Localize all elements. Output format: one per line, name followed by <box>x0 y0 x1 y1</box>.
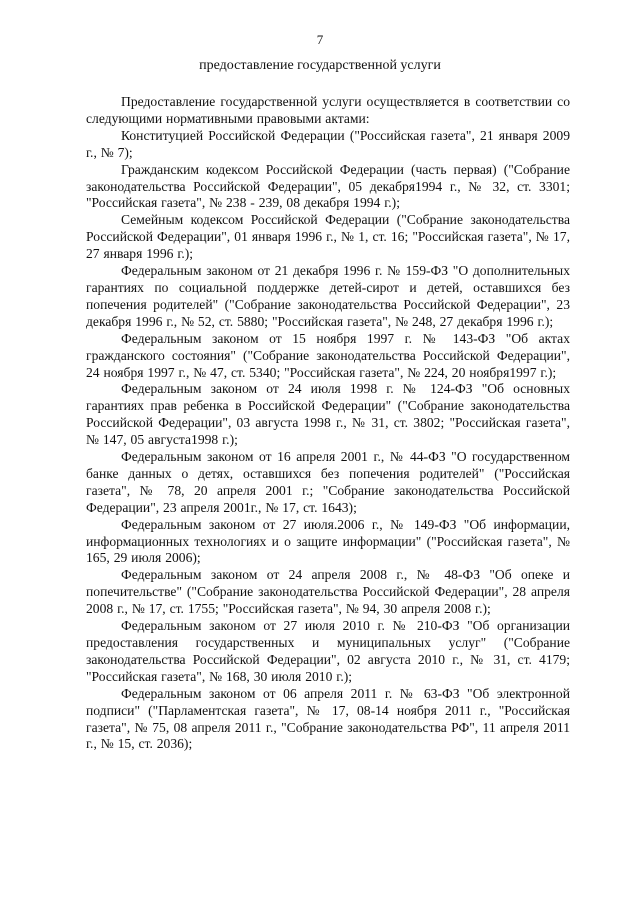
list-item-constitution: Конституцией Российской Федерации ("Российская газета", 21 января 2009 г., № 7); <box>86 127 570 160</box>
list-item-law-159fz: Федеральным законом от 21 декабря 1996 г. № 159-ФЗ "О дополнительных гарантиях по социальной поддержке детей-сирот и детей, оставшихся без попечения родителей" ("Собрание законодательства Российской Федерации", 23 декабря 1996 г., № 52, ст. 5880; "Российская газета", № 248, 27 декабря 1996 г.); <box>86 263 570 329</box>
list-item-law-149fz: Федеральным законом от 27 июля.2006 г., № 149-ФЗ "Об информации, информационных технологиях и о защите информации" ("Российская газета", № 165, 29 июля 2006); <box>86 516 570 566</box>
list-item-law-143fz: Федеральным законом от 15 ноября 1997 г. № 143-ФЗ "Об актах гражданского состояния" ("Собрание законодательства Российской Федерации", 24 ноября 1997 г., № 47, ст. 5340; "Российская газета", № 224, 20 ноября1997 г.); <box>86 330 570 380</box>
intro-paragraph: Предоставление государственной услуги осуществляется в соответствии со следующими нормативными правовыми актами: <box>86 94 570 126</box>
list-item-civil-code: Гражданским кодексом Российской Федерации (часть первая) ("Собрание законодательства Российской Федерации", 05 декабря1994 г., № 32, ст. 3301; "Российская газета", № 238 - 239, 08 декабря 1994 г.); <box>86 161 570 211</box>
list-item-law-210fz: Федеральным законом от 27 июля 2010 г. № 210-ФЗ "Об организации предоставления государственных и муниципальных услуг" ("Собрание законодательства Российской Федерации", 02 августа 2010 г., № 31, ст. 4179; "Российская газета", № 168, 30 июля 2010 г.); <box>86 618 570 684</box>
document-body <box>86 94 570 753</box>
list-item-law-44fz: Федеральным законом от 16 апреля 2001 г., № 44-ФЗ "О государственном банке данных о детях, оставшихся без попечения родителей" ("Российская газета", № 78, 20 апреля 2001 г.; "Собрание законодательства Российской Федерации", 23 апреля 2001г., № 17, ст. 1643); <box>86 449 570 515</box>
list-item-law-63fz: Федеральным законом от 06 апреля 2011 г. № 63-ФЗ "Об электронной подписи" ("Парламентская газета", № 17, 08-14 ноября 2011 г., "Российская газета", № 75, 08 апреля 2011 г., "Собрание законодательства РФ", 11 апреля 2011 г., № 15, ст. 2036); <box>86 685 570 752</box>
page-number: 7 <box>316 32 324 47</box>
list-item-law-48fz: Федеральным законом от 24 апреля 2008 г., № 48-ФЗ "Об опеке и попечительстве" ("Собрание законодательства Российской Федерации", 28 апреля 2008 г., № 17, ст. 1755; "Российская газета", № 94, 30 апреля 2008 г.); <box>86 567 570 617</box>
list-item-family-code: Семейным кодексом Российской Федерации ("Собрание законодательства Российской Федерации", 01 января 1996 г., № 1, ст. 16; "Российская газета", № 17, 27 января 1996 г.); <box>86 212 570 262</box>
list-item-law-124fz: Федеральным законом от 24 июля 1998 г. № 124-ФЗ "Об основных гарантиях прав ребенка в Российской Федерации" ("Собрание законодательства Российской Федерации", 03 августа 1998 г., № 31, ст. 3802; "Российская газета", № 147, 05 августа1998 г.); <box>86 381 570 448</box>
section-heading: предоставление государственной услуги <box>199 58 441 73</box>
